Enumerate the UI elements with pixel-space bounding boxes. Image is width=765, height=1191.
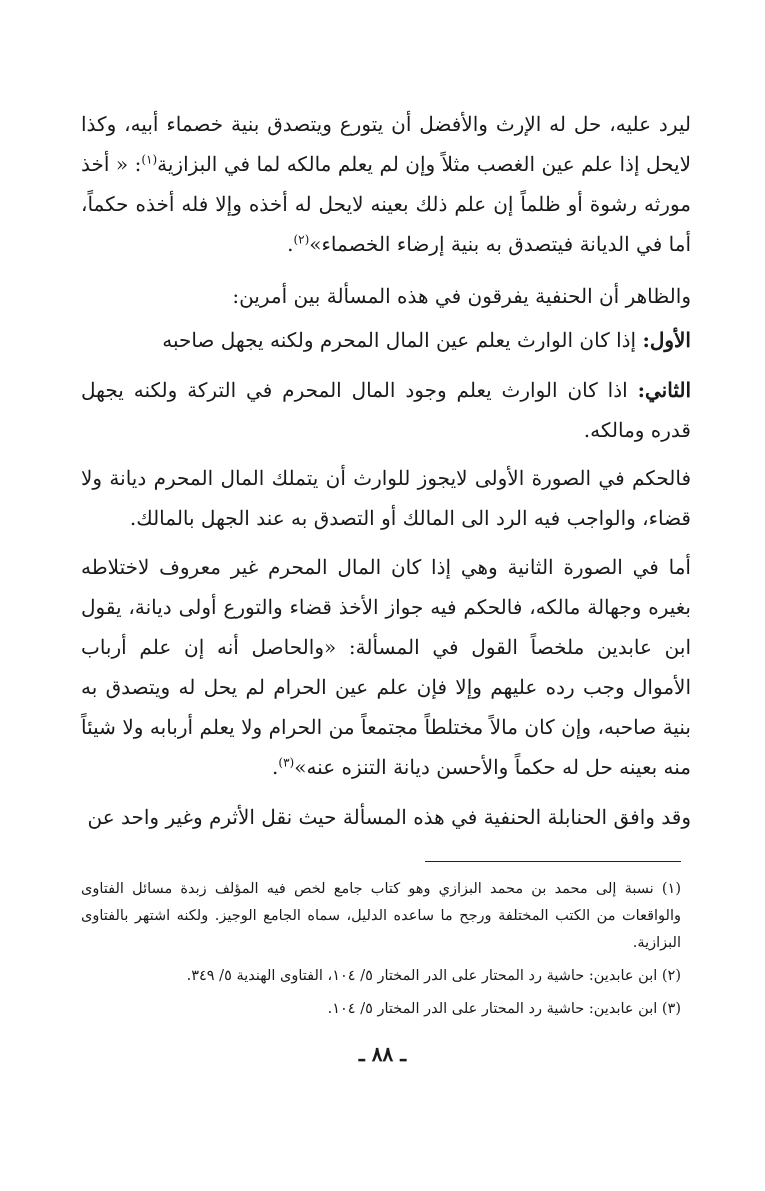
paragraph-second-case: [81, 370, 691, 450]
paragraph-1-end: .: [287, 232, 294, 256]
paragraph-6: [81, 547, 691, 787]
first-case-text: إذا كان الوارث يعلم عين المال المحرم ولكنه يجهل صاحبه: [162, 328, 643, 352]
paragraph-6-text: أما في الصورة الثانية وهي إذا كان المال المحرم غير معروف لاختلاطه بغيره وجهالة مالكه، فالحكم فيه جواز الأخذ قضاء والتورع أولى ديانة، يقول ابن عابدين ملخصاً القول في المسألة: «والحاصل أنه إن علم أرباب الأموال وجب رده عليهم وإلا فإن علم عين الحرام لم يحل له ويتصدق به بنية صاحبه، وإن كان مالاً مختلطاً مجتمعاً من الحرام ولا يعلم أربابه ولا شيئاً منه بعينه حل له حكماً والأحسن ديانة التنزه عنه»: [81, 555, 691, 779]
second-case-label: الثاني:: [637, 378, 692, 402]
page-number: ـ ٨٨ ـ: [358, 1042, 407, 1066]
second-case-text: اذا كان الوارث يعلم وجود المال المحرم في التركة ولكنه يجهل قدره ومالكه.: [81, 378, 691, 442]
paragraph-6-end: .: [272, 755, 279, 779]
footnote-ref-3: (٣): [278, 755, 295, 770]
paragraph-1-text: ليرد عليه، حل له الإرث والأفضل أن يتورع ويتصدق بنية خصماء أبيه، وكذا لايحل إذا علم عين الغصب مثلاً وإن لم يعلم مالكه لما في البزازية: [81, 112, 692, 176]
footnotes: [81, 876, 681, 1029]
paragraph-5-text: فالحكم في الصورة الأولى لايجوز للوارث أن يتملك المال المحرم ديانة ولا قضاء، والواجب فيه الرد الى المالك أو التصدق به عند الجهل بالمالك.: [81, 466, 691, 530]
paragraph-7-text: وقد وافق الحنابلة الحنفية في هذه المسألة حيث نقل الأثرم وغير واحد عن: [87, 805, 691, 829]
paragraph-1: [81, 104, 691, 264]
paragraph-first-case: [81, 320, 691, 360]
paragraph-7: [81, 797, 691, 837]
footnote-ref-2: (٢): [293, 232, 310, 247]
paragraph-5: [81, 458, 691, 538]
footnote-3: (٣) ابن عابدين: حاشية رد المحتار على الدر المختار ٥/ ١٠٤.: [327, 1001, 681, 1017]
footnote-2: (٢) ابن عابدين: حاشية رد المحتار على الدر المختار ٥/ ١٠٤، الفتاوى الهندية ٥/ ٣٤٩.: [186, 968, 681, 984]
first-case-label: الأول:: [642, 328, 691, 352]
footnote-ref-1: (١): [141, 152, 158, 167]
paragraph-2-text: والظاهر أن الحنفية يفرقون في هذه المسألة بين أمرين:: [232, 284, 691, 308]
footnote-1: (١) نسبة إلى محمد بن محمد البزازي وهو كتاب جامع لخص فيه المؤلف زبدة مسائل الفتاوى والواقعات من الكتب المختلفة ورجح ما ساعده الدليل، سماه الجامع الوجيز. ولكنه اشتهر بالفتاوى البزازية.: [81, 881, 681, 951]
paragraph-2: [81, 276, 691, 316]
footnote-divider: [425, 861, 681, 862]
paragraph-1-quote: : « أخذ مورثه رشوة أو ظلماً إن علم ذلك بعينه لايحل له أخذه وإلا فله أخذه حكماً، أما في الديانة فيتصدق به بنية إرضاء الخصماء»: [81, 152, 691, 256]
